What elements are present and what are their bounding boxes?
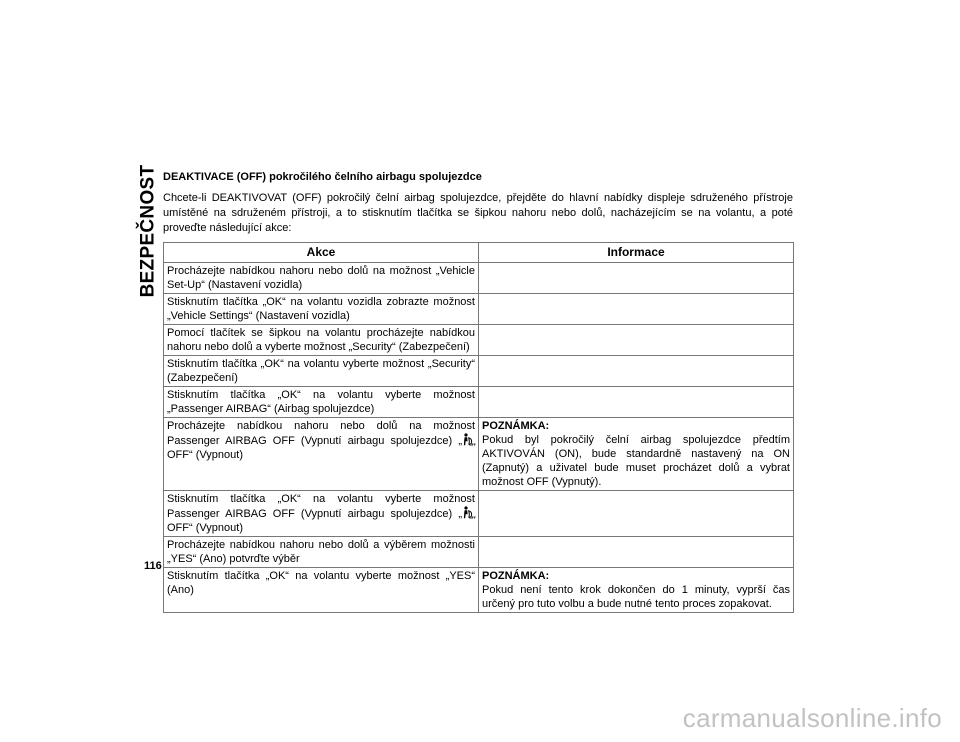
passenger-airbag-off-icon bbox=[463, 506, 474, 519]
action-text-start: Procházejte nabídkou nahoru nebo dolů na možnost Passenger AIRBAG OFF (Vypnutí airbagu spolujezdce) „ bbox=[167, 420, 475, 447]
svg-text:OFF: OFF bbox=[469, 515, 476, 520]
info-cell bbox=[479, 537, 794, 568]
page-content bbox=[163, 170, 793, 613]
action-text-end: OFF“ (Vypnout) bbox=[167, 449, 243, 461]
info-cell bbox=[479, 263, 794, 294]
action-cell: Stisknutím tlačítka „OK“ na volantu vyberte možnost „Passenger AIRBAG“ (Airbag spolujezdce) bbox=[164, 387, 479, 418]
action-cell: Procházejte nabídkou nahoru nebo dolů a výběrem možnosti „YES“ (Ano) potvrďte výběr bbox=[164, 537, 479, 568]
section-side-tab bbox=[135, 164, 161, 298]
table-row bbox=[164, 294, 794, 325]
action-cell bbox=[164, 418, 479, 491]
table-row bbox=[164, 356, 794, 387]
action-cell: Stisknutím tlačítka „OK“ na volantu vyberte možnost „Security“ (Zabezpečení) bbox=[164, 356, 479, 387]
note-label: POZNÁMKA: bbox=[482, 420, 550, 432]
info-cell bbox=[479, 491, 794, 537]
note-label: POZNÁMKA: bbox=[482, 570, 550, 582]
table-header-row bbox=[164, 243, 794, 263]
note-text: Pokud byl pokročilý čelní airbag spolujezdce předtím AKTIVOVÁN (ON), bude standardně nastavený na ON (Zapnutý) a uživatel bude muset procházet dolů a vybrat možnost OFF (Vypnutý). bbox=[482, 434, 790, 488]
note-text: Pokud není tento krok dokončen do 1 minuty, vyprší čas určený pro tuto volbu a bude nutné tento proces zopakovat. bbox=[482, 584, 790, 610]
action-text-start: Stisknutím tlačítka „OK“ na volantu vyberte možnost Passenger AIRBAG OFF (Vypnutí airbagu spolujezdce) „ bbox=[167, 493, 475, 520]
watermark: carmanualsonline.info bbox=[682, 703, 942, 733]
table-row bbox=[164, 418, 794, 491]
svg-text:OFF: OFF bbox=[469, 442, 476, 447]
info-cell bbox=[479, 418, 794, 491]
action-cell: Stisknutím tlačítka „OK“ na volantu vozidla zobrazte možnost „Vehicle Settings“ (Nastavení vozidla) bbox=[164, 294, 479, 325]
table-row bbox=[164, 325, 794, 356]
header-akce: Akce bbox=[164, 243, 479, 263]
table-row bbox=[164, 568, 794, 613]
action-cell bbox=[164, 491, 479, 537]
info-cell bbox=[479, 325, 794, 356]
info-cell bbox=[479, 387, 794, 418]
passenger-airbag-off-icon bbox=[463, 433, 474, 446]
steps-table bbox=[163, 242, 794, 613]
info-cell bbox=[479, 294, 794, 325]
info-cell bbox=[479, 356, 794, 387]
info-cell bbox=[479, 568, 794, 613]
page-number: 116 bbox=[144, 560, 162, 572]
header-informace: Informace bbox=[479, 243, 794, 263]
section-title: BEZPEČNOST bbox=[137, 164, 159, 298]
action-cell: Procházejte nabídkou nahoru nebo dolů na možnost „Vehicle Set-Up“ (Nastavení vozidla) bbox=[164, 263, 479, 294]
table-row bbox=[164, 491, 794, 537]
section-heading: DEAKTIVACE (OFF) pokročilého čelního airbagu spolujezdce bbox=[163, 171, 482, 183]
table-row bbox=[164, 263, 794, 294]
action-text-end: OFF“ (Vypnout) bbox=[167, 522, 243, 534]
action-cell: Pomocí tlačítek se šipkou na volantu procházejte nabídkou nahoru nebo dolů a vyberte možnost „Security“ (Zabezpečení) bbox=[164, 325, 479, 356]
intro-paragraph: Chcete-li DEAKTIVOVAT (OFF) pokročilý čelní airbag spolujezdce, přejděte do hlavní nabídky displeje sdruženého přístroje umístěné na sdruženém přístroji, a to stisknutím tlačítka se šipkou nahoru nebo dolů, nacházejícím se na volantu, a poté proveďte následující akce: bbox=[163, 192, 793, 234]
table-row bbox=[164, 537, 794, 568]
action-cell: Stisknutím tlačítka „OK“ na volantu vyberte možnost „YES“ (Ano) bbox=[164, 568, 479, 613]
table-row bbox=[164, 387, 794, 418]
